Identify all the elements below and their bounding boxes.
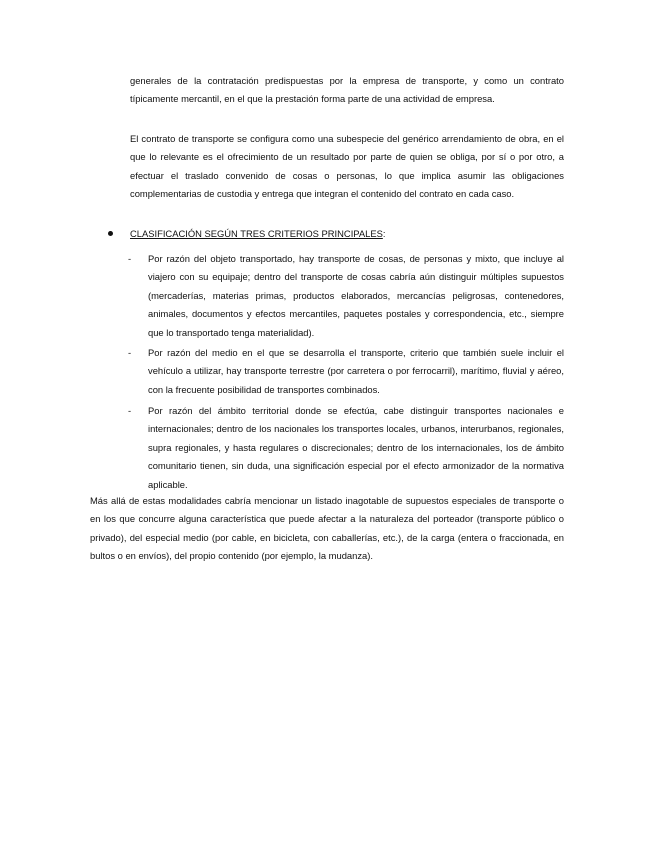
criterion-text: Por razón del ámbito territorial donde se efectúa, cabe distinguir transportes nacionales e internacionales; dentro de los nacionales los transportes locales, urbanos, interurbanos, regionales, supra regionales, y hasta regulares o discrecionales; dentro de los internacionales, los de ámbito comunitario tienen, sin duda, una significación especial por el efecto armonizador de la normativa aplicable. [148,405,564,490]
criterion-text: Por razón del medio en el que se desarrolla el transporte, criterio que también suele incluir el vehículo a utilizar, hay transporte terrestre (por carretera o por ferrocarril), marítimo, fluvial y aéreo, con la frecuente posibilidad de transportes combinados. [148,347,564,395]
bullet-icon [108,231,113,236]
dash-marker: - [128,405,132,416]
bullet-heading: CLASIFICACIÓN SEGÚN TRES CRITERIOS PRINCIPALES [130,228,383,239]
dash-marker: - [128,347,132,358]
paragraph-definition: El contrato de transporte se configura como una subespecie del genérico arrendamiento de obra, en el que lo relevante es el ofrecimiento de un resultado por parte de quien se obliga, por sí o por otro, a efectuar el traslado convenido de cosas o personas, lo que implica asumir las obligaciones complementarias de custodia y entrega que integran el contenido del contrato en cada caso. [130,133,564,200]
dash-marker: - [128,253,132,264]
criterion-text: Por razón del objeto transportado, hay transporte de cosas, de personas y mixto, que incluye al viajero con su equipaje; dentro del transporte de cosas cabría aún distinguir múltiples supuestos (mercaderías, materias primas, productos elaborados, mercancías peligrosas, contenedores, animales, documentos y efectos mercantiles, paquetes postales y correspondencia, etc., siempre que lo transportado tenga materialidad). [148,253,564,338]
bullet-heading-line [130,225,385,243]
paragraph-closing: Más allá de estas modalidades cabría mencionar un listado inagotable de supuestos especiales de transporte o en los que concurre alguna característica que puede afectar a la naturaleza del porteador (transporte público o privado), del especial medio (por cable, en bicicleta, con caballerías, etc.), de la carga (entera o fraccionada, en bultos o en envíos), del propio contenido (por ejemplo, la mudanza). [90,495,564,562]
bullet-heading-colon: : [382,228,386,239]
paragraph-continuation: generales de la contratación predispuestas por la empresa de transporte, y como un contrato típicamente mercantil, en el que la prestación forma parte de una actividad de empresa. [130,75,564,105]
